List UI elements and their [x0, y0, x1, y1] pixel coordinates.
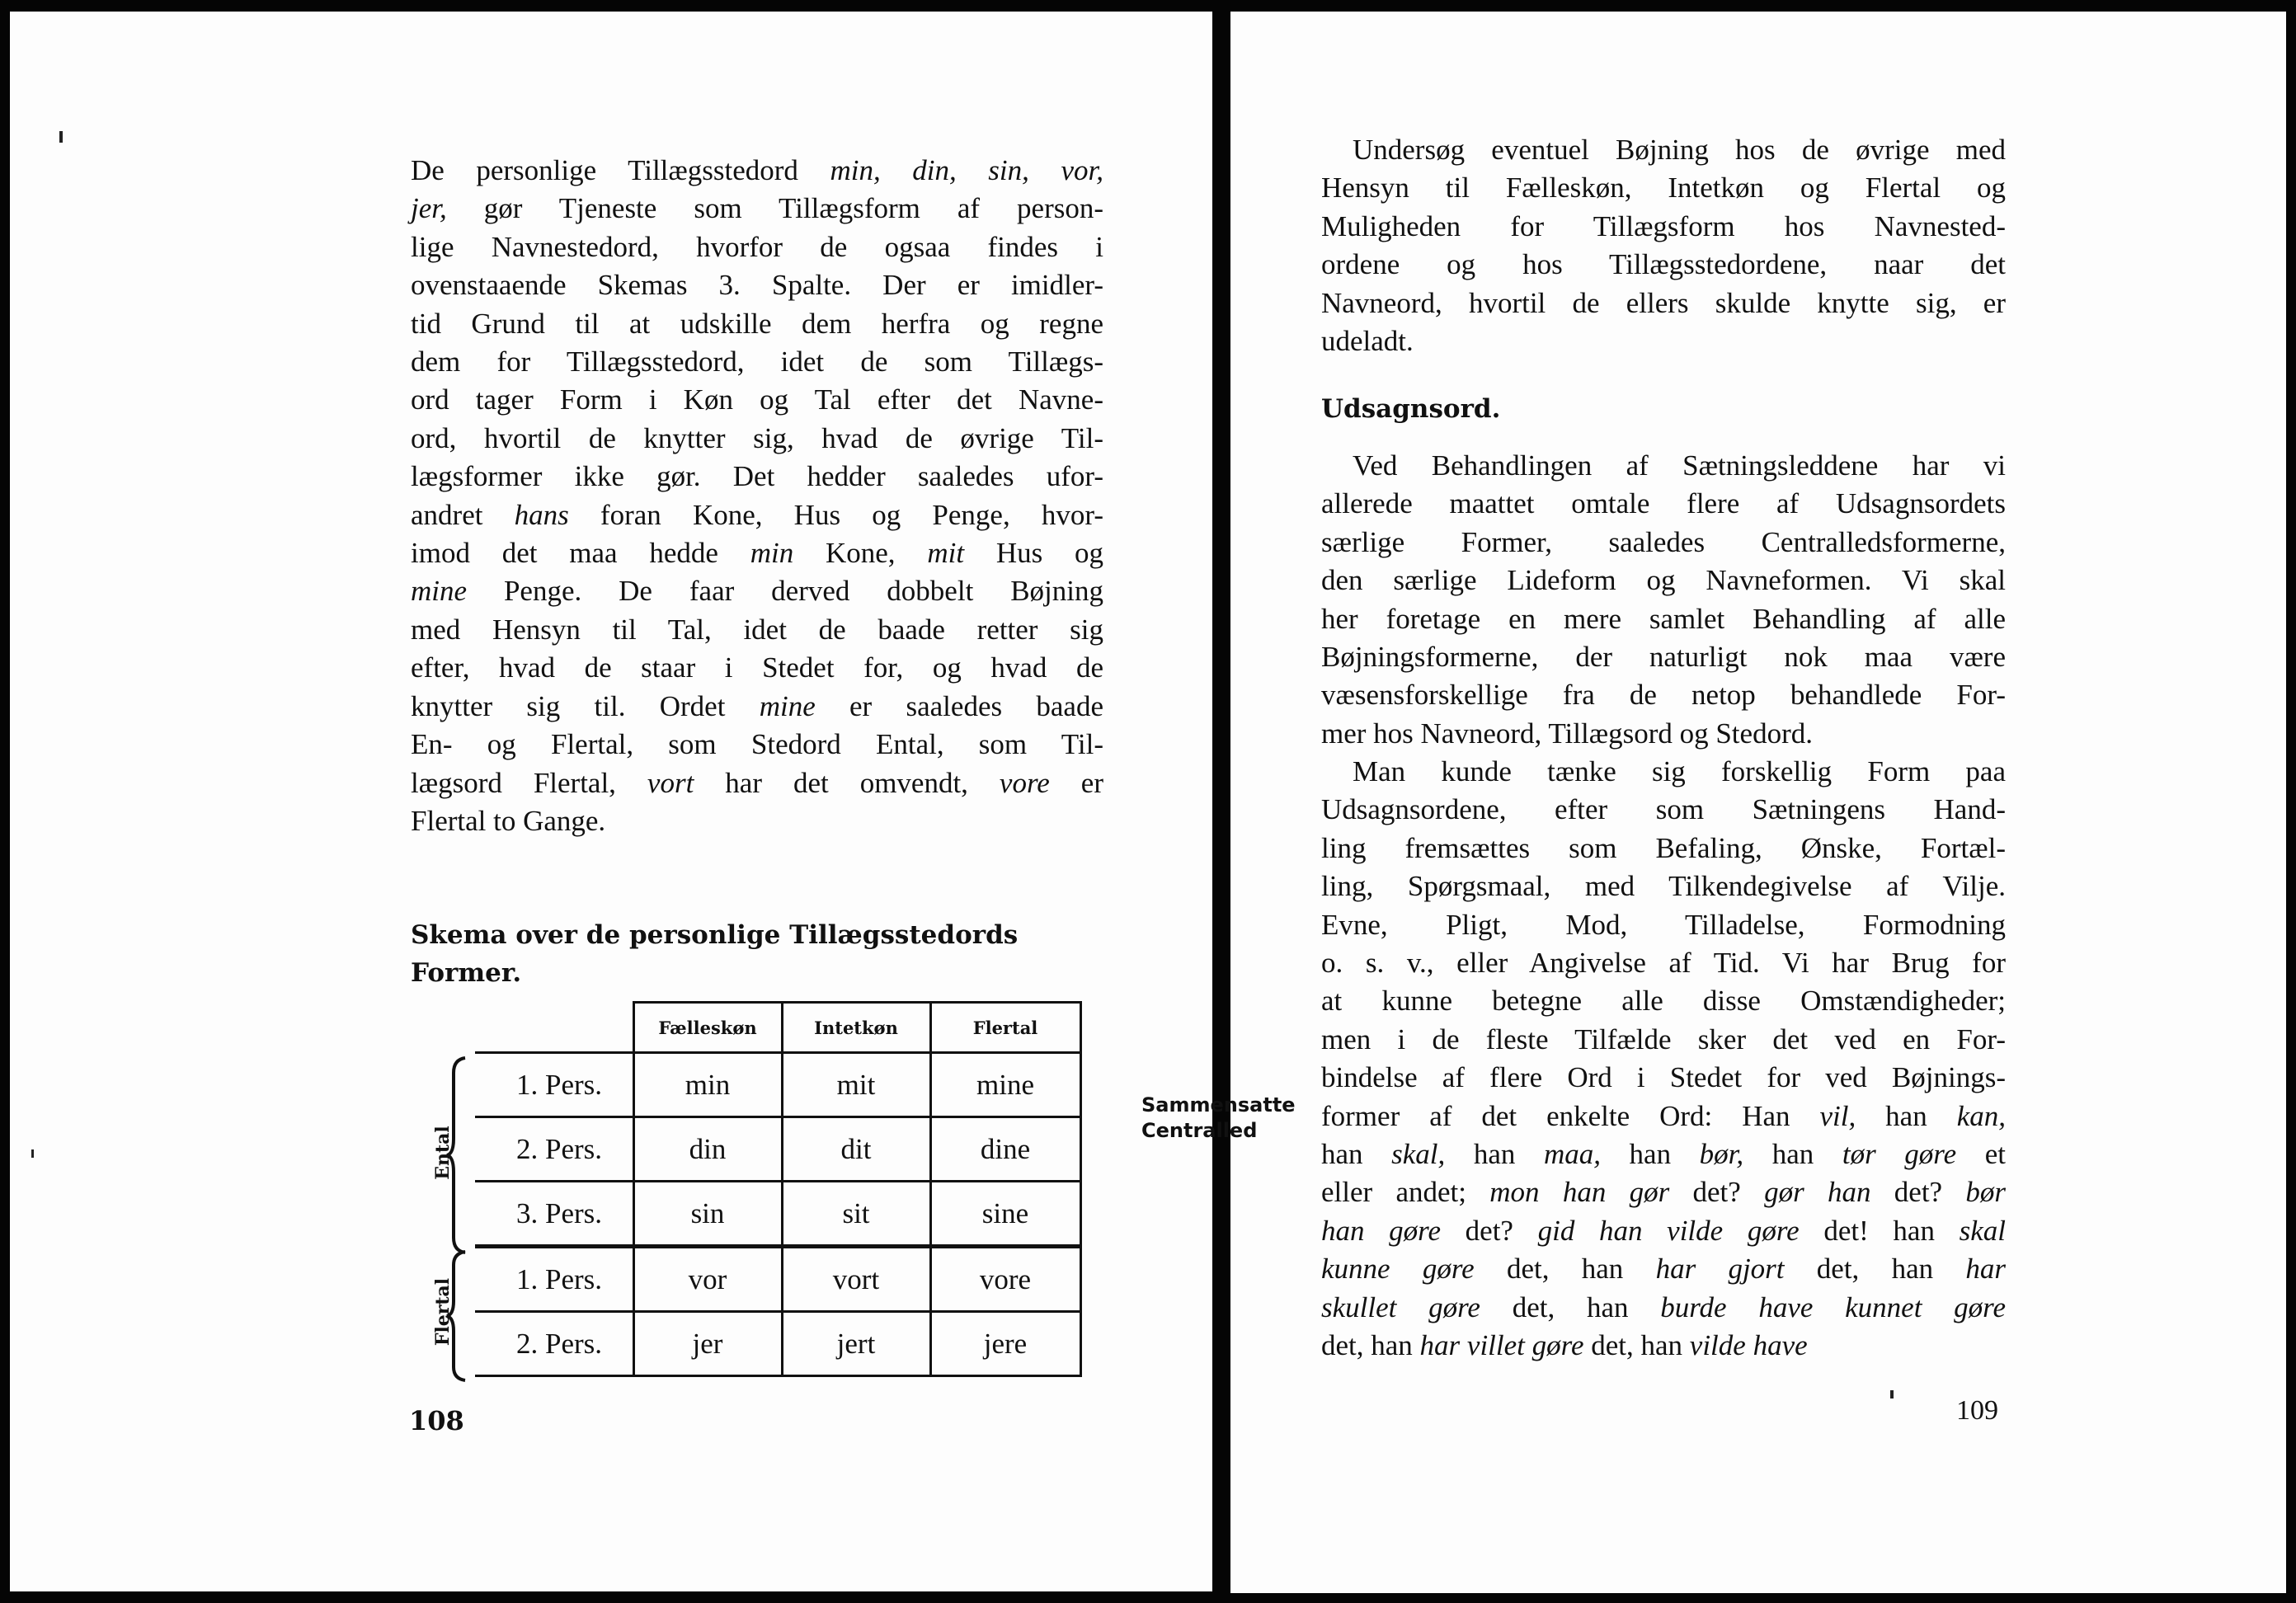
text-line: udeladt.	[1321, 325, 1414, 358]
italic-word: hans	[514, 498, 569, 531]
text-line: tid Grund til at udskille dem herfra og regne	[411, 307, 1103, 340]
column-header-intetkon: Intetkøn	[782, 1003, 930, 1053]
text-line: lige Navnestedord, hvorfor de ogsaa findes i	[411, 230, 1103, 263]
table-cell: jert	[782, 1312, 930, 1376]
text-line: lægsord Flertal, vort har det omvendt, vore er	[411, 766, 1103, 799]
italic-word: mine	[759, 689, 816, 722]
text-line: allerede maattet omtale flere af Udsagnsordets	[1321, 487, 2006, 520]
table-cell: mit	[782, 1053, 930, 1117]
text-line: ordene og hos Tillægsstedordene, naar det	[1321, 248, 2006, 281]
text-line: ord, hvortil de knytter sig, hvad de øvrige Til-	[411, 421, 1103, 454]
text-line: bindelse af flere Ord i Stedet for ved Bøjnings-	[1321, 1061, 2006, 1094]
italic-word: mon han gør	[1489, 1176, 1670, 1209]
text-line: De personlige Tillægsstedord min, din, sin, vor,	[411, 154, 1103, 186]
text-line: Bøjningsformerne, der naturligt nok maa være	[1321, 641, 2006, 674]
table-cell: min	[633, 1053, 782, 1117]
group-label-flertal: Flertal	[432, 1277, 454, 1346]
page-number-right: 109	[1956, 1395, 1998, 1426]
text-line: skullet gøre det, han burde have kunnet gøre	[1321, 1290, 2007, 1323]
text-line: eller andet; mon han gør det? gør han det? bør	[1321, 1176, 2007, 1209]
text-line: Udsagnsordene, efter som Sætningens Hand-	[1321, 793, 2006, 826]
section-heading: Udsagnsord.	[1321, 394, 1501, 424]
table-row	[421, 1247, 1080, 1312]
right-page	[1230, 12, 2286, 1593]
table-cell: vore	[930, 1247, 1080, 1312]
group-label-ental: Ental	[431, 1125, 454, 1180]
table-row	[421, 1117, 1080, 1182]
group-flertal	[421, 1247, 475, 1376]
verb-paragraph-2	[1321, 753, 2006, 1366]
text-line: mine Penge. De faar derved dobbelt Bøjning	[411, 575, 1103, 608]
text-line: kunne gøre det, han har gjort det, han har	[1321, 1253, 2007, 1286]
text-line: det, han har villet gøre det, han vilde have	[1321, 1329, 1808, 1362]
text-line: imod det maa hedde min Kone, mit Hus og	[411, 537, 1103, 570]
table-cell: vort	[782, 1247, 930, 1312]
table-cell: vor	[633, 1247, 782, 1312]
row-label: 2. Pers.	[475, 1312, 633, 1376]
italic-word: skal	[1959, 1214, 2006, 1247]
row-label: 3. Pers.	[475, 1182, 633, 1247]
italic-word: skullet gøre	[1321, 1290, 1480, 1323]
row-label: 1. Pers.	[475, 1053, 633, 1117]
text-line: den særlige Lideform og Navneformen. Vi skal	[1321, 564, 2006, 597]
table-heading-line1: Skema over de personlige Tillægsstedords	[411, 920, 1019, 950]
italic-word: bør,	[1699, 1138, 1744, 1171]
text-line: o. s. v., eller Angivelse af Tid. Vi har Brug for	[1321, 947, 2006, 980]
text-line: Flertal to Gange.	[411, 804, 606, 837]
text-line: ling, Spørgsmaal, med Tilkendegivelse af Vilje.	[1321, 870, 2006, 903]
italic-word: kunne gøre	[1321, 1253, 1475, 1286]
italic-word: skal,	[1391, 1138, 1446, 1171]
table-row	[421, 1182, 1080, 1247]
text-line: efter, hvad de staar i Stedet for, og hvad de	[411, 651, 1103, 684]
text-line: særlige Former, saaledes Centralledsformerne,	[1321, 525, 2006, 558]
text-line: Hensyn til Fælleskøn, Intetkøn og Flertal og	[1321, 172, 2006, 204]
text-line: ovenstaaende Skemas 3. Spalte. Der er imidler-	[411, 269, 1103, 302]
text-line: former af det enkelte Ord: Han vil, han kan,	[1321, 1099, 2006, 1132]
text-line: Evne, Pligt, Mod, Tilladelse, Formodning	[1321, 908, 2006, 941]
margin-note-sammensatte-centralled	[1141, 1093, 1296, 1144]
left-page	[10, 12, 1212, 1591]
table-row	[421, 1312, 1080, 1376]
text-line: ling fremsættes som Befaling, Ønske, Fortæl-	[1321, 831, 2006, 864]
verb-paragraph-1	[1321, 447, 2006, 753]
text-line: her foretage en mere samlet Behandling af alle	[1321, 602, 2006, 635]
row-label: 1. Pers.	[475, 1247, 633, 1312]
text-line: jer, gør Tjeneste som Tillægsform af person-	[411, 192, 1103, 225]
text-line: han gøre det? gid han vilde gøre det! han skal	[1321, 1214, 2006, 1247]
italic-word: kan,	[1956, 1099, 2006, 1132]
pronoun-paragraph	[411, 152, 1103, 840]
text-line: Navneord, hvortil de ellers skulde knytte sig, er	[1321, 286, 2006, 319]
text-line: Man kunde tænke sig forskellig Form paa	[1353, 755, 2006, 787]
table-cell: din	[633, 1117, 782, 1182]
text-line: knytter sig til. Ordet mine er saaledes baade	[411, 689, 1103, 722]
text-line: Ved Behandlingen af Sætningsleddene har vi	[1353, 449, 2006, 482]
scan-speck	[31, 1149, 34, 1158]
table-cell: mine	[930, 1053, 1080, 1117]
italic-word: gør han	[1764, 1176, 1871, 1209]
text-line: En- og Flertal, som Stedord Ental, som Til-	[411, 728, 1103, 761]
text-line: væsensforskellige fra de netop behandlede For-	[1321, 679, 2006, 712]
text-line: men i de fleste Tilfælde sker det ved en For-	[1321, 1022, 2006, 1055]
column-header-flertal: Flertal	[930, 1003, 1080, 1053]
pronoun-forms-table	[421, 1001, 1082, 1377]
italic-word: min	[750, 537, 794, 570]
column-header-faelleskon: Fælleskøn	[633, 1003, 782, 1053]
italic-word: har	[1965, 1253, 2007, 1286]
group-ental	[421, 1053, 475, 1247]
margin-note-line2: Centralled	[1141, 1119, 1258, 1142]
table-row	[421, 1053, 1080, 1117]
italic-word: vore	[999, 766, 1050, 799]
scan-speck	[59, 131, 63, 143]
text-line: ord tager Form i Køn og Tal efter det Navne-	[411, 383, 1103, 416]
row-label: 2. Pers.	[475, 1117, 633, 1182]
text-line: andret hans foran Kone, Hus og Penge, hvor-	[411, 498, 1103, 531]
table-cell: jere	[930, 1312, 1080, 1376]
table-cell: sin	[633, 1182, 782, 1247]
italic-word: har gjort	[1655, 1253, 1785, 1286]
table-heading-line2: Former.	[411, 958, 522, 988]
italic-word: min, din, sin, vor,	[830, 154, 1103, 186]
intro-paragraph	[1321, 131, 2006, 360]
text-line: Muligheden for Tillægsform hos Navnested-	[1321, 209, 2006, 242]
italic-word: mine	[411, 575, 468, 608]
italic-word: gid han vilde gøre	[1537, 1214, 1800, 1247]
italic-word: har villet gøre	[1419, 1329, 1584, 1362]
italic-word: burde have kunnet gøre	[1660, 1290, 2007, 1323]
table-heading	[411, 916, 1018, 992]
text-line: mer hos Navneord, Tillægsord og Stedord.	[1321, 717, 1813, 750]
text-line: dem for Tillægsstedord, idet de som Tillægs-	[411, 346, 1103, 378]
text-line: at kunne betegne alle disse Omstændigheder;	[1321, 985, 2006, 1018]
table-header-row	[421, 1003, 1080, 1053]
text-line: han skal, han maa, han bør, han tør gøre et	[1321, 1138, 2006, 1171]
italic-word: mit	[927, 537, 965, 570]
scan-speck	[1890, 1390, 1894, 1399]
italic-word: vil,	[1819, 1099, 1856, 1132]
table-cell: dine	[930, 1117, 1080, 1182]
page-number-left: 108	[409, 1405, 464, 1436]
italic-word: han gøre	[1321, 1214, 1442, 1247]
italic-word: maa,	[1543, 1138, 1601, 1171]
table-cell: dit	[782, 1117, 930, 1182]
italic-word: bør	[1965, 1176, 2007, 1209]
table-cell: sit	[782, 1182, 930, 1247]
italic-word: vort	[647, 766, 694, 799]
italic-word: vilde have	[1689, 1329, 1808, 1362]
text-line: med Hensyn til Tal, idet de baade retter sig	[411, 613, 1103, 646]
table-cell: sine	[930, 1182, 1080, 1247]
margin-note-line1: Sammensatte	[1141, 1093, 1296, 1116]
table-cell: jer	[633, 1312, 782, 1376]
text-line: Undersøg eventuel Bøjning hos de øvrige med	[1353, 134, 2006, 166]
italic-word: tør gøre	[1842, 1138, 1957, 1171]
text-line: lægsformer ikke gør. Det hedder saaledes ufor-	[411, 460, 1103, 493]
italic-word: jer,	[411, 192, 447, 225]
